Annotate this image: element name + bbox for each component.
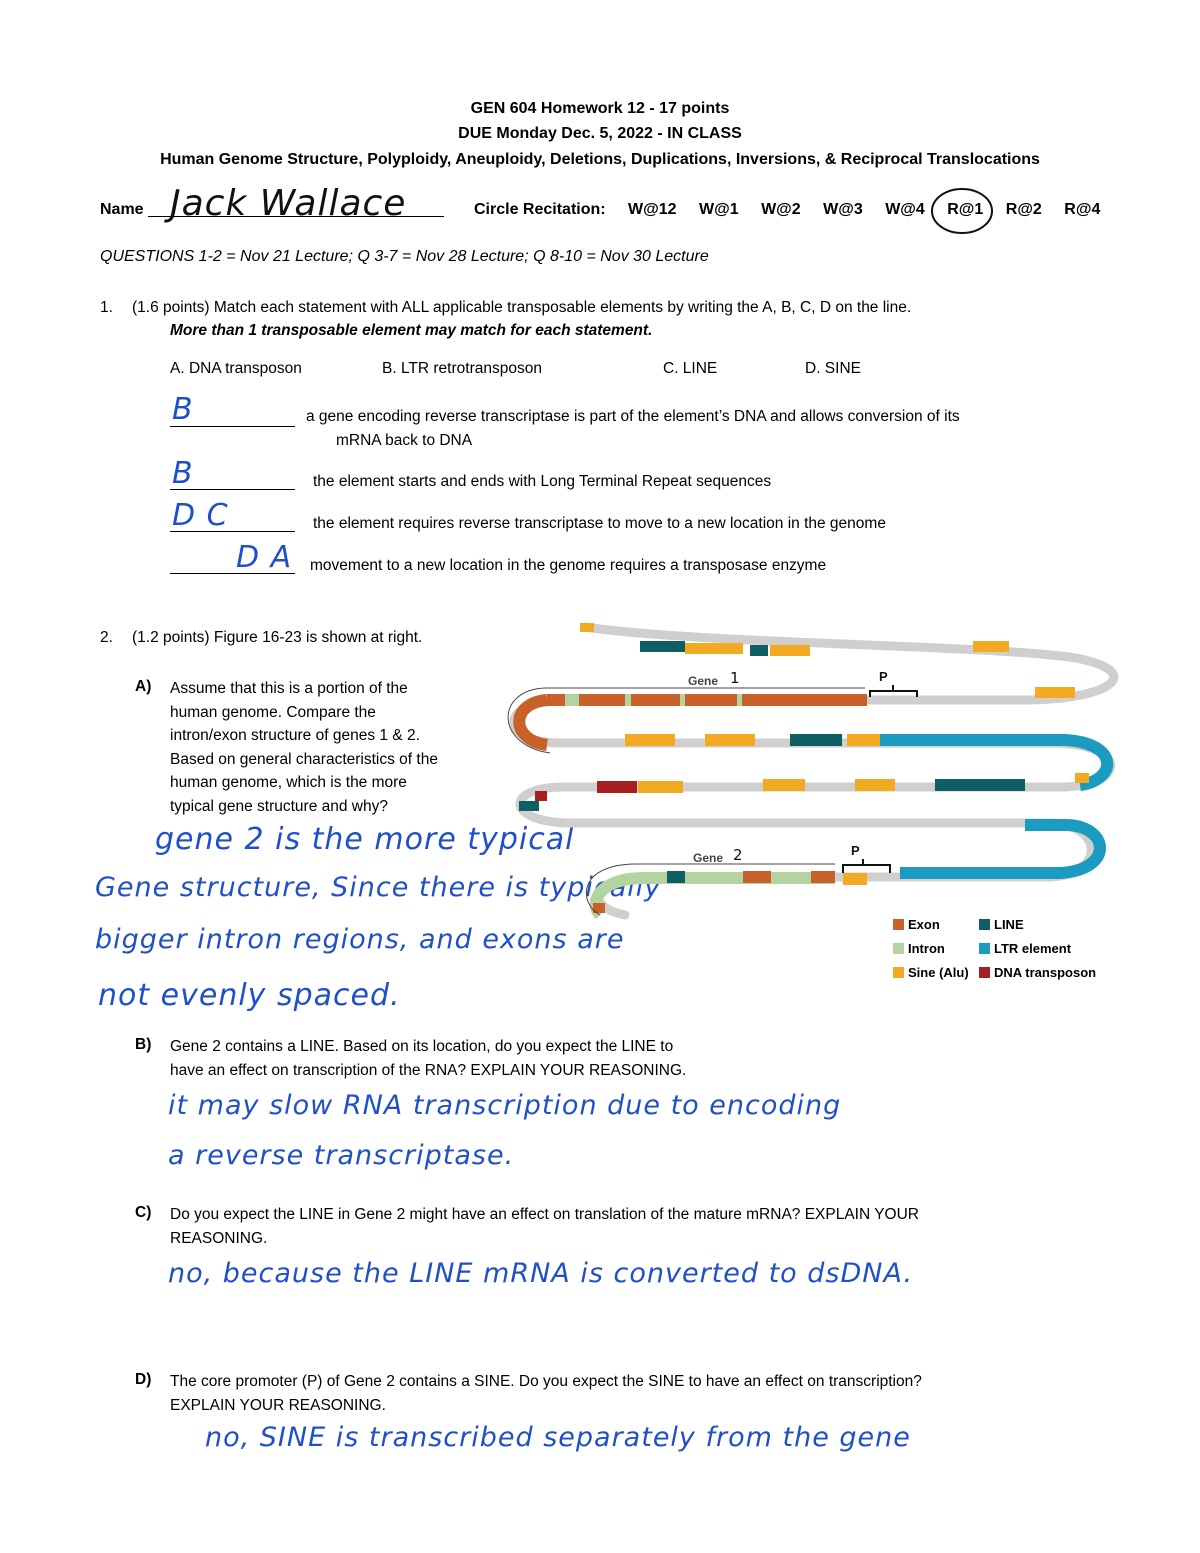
sine-block <box>763 779 805 791</box>
recitation-option[interactable]: W@4 <box>885 201 925 218</box>
q2a-label: A) <box>135 678 152 695</box>
gene1-exons <box>547 694 867 706</box>
legend-item <box>979 912 1024 936</box>
q2a-line: Assume that this is a portion of the <box>170 680 408 697</box>
intron-block <box>565 694 579 706</box>
q2a-line: human genome. Compare the <box>170 703 376 721</box>
q2a-answer-line: not evenly spaced. <box>98 978 401 1013</box>
line-block <box>935 779 1025 791</box>
line-block <box>750 645 768 656</box>
sine-block <box>580 623 594 632</box>
q1-note: More than 1 transposable element may match for each statement. <box>170 322 653 339</box>
q2a-line: Based on general characteristics of the <box>170 750 438 768</box>
q2c-label: C) <box>135 1204 152 1221</box>
q1-statement-3: the element requires reverse transcriptase to move to a new location in the genome <box>313 515 886 532</box>
recitation-option-circled[interactable]: R@1 <box>947 201 984 218</box>
gene2-label: Gene <box>693 851 724 865</box>
q2a-answer-line: bigger intron regions, and exons are <box>95 924 625 955</box>
sine-block <box>855 779 895 791</box>
gene1-number: 1 <box>730 669 740 687</box>
legend-swatch <box>979 943 990 954</box>
q1-statement-2: the element starts and ends with Long Terminal Repeat sequences <box>313 473 772 490</box>
line-block <box>667 871 685 883</box>
gene2-promoter-label: P <box>851 843 860 858</box>
q2a-question <box>170 677 500 818</box>
recitation-circle <box>928 186 998 238</box>
q2a-line: typical gene structure and why? <box>170 797 388 815</box>
q2c-answer-line: no, because the LINE mRNA is converted to dsDNA. <box>168 1258 914 1289</box>
q1-choice-d: D. SINE <box>805 360 861 377</box>
legend-swatch <box>893 967 904 978</box>
recitation-option[interactable]: W@2 <box>761 201 801 218</box>
q2-text: Figure 16-23 is shown at right. <box>213 629 423 646</box>
sine-block <box>973 641 1009 652</box>
intron-block <box>625 694 631 706</box>
figure-legend <box>893 912 1113 984</box>
gene2-number: 2 <box>733 846 743 864</box>
topics: Human Genome Structure, Polyploidy, Aneuploidy, Deletions, Duplications, Inversions, & Reciprocal Translocations <box>160 151 1040 168</box>
line-block <box>790 734 842 746</box>
q1-answer-4: D A <box>236 540 293 575</box>
recitation-option[interactable]: W@1 <box>699 201 739 218</box>
legend-swatch <box>979 919 990 930</box>
q2d-question <box>170 1370 922 1418</box>
exon-block <box>811 871 835 883</box>
q2d-line: EXPLAIN YOUR REASONING. <box>170 1397 386 1414</box>
legend-swatch <box>893 919 904 930</box>
legend-label: Exon <box>908 916 940 932</box>
sine-block <box>625 734 675 746</box>
sine-block <box>705 734 755 746</box>
q1-choice-a: A. DNA transposon <box>170 360 302 377</box>
sine-block <box>1075 773 1089 783</box>
q2a-answer-line: gene 2 is the more typical <box>155 822 575 857</box>
recitation-option[interactable]: R@4 <box>1064 201 1101 218</box>
q1-prompt <box>132 298 911 318</box>
sine-block <box>1035 687 1075 698</box>
legend-label: Sine (Alu) <box>908 964 969 980</box>
q1-answer-1: B <box>172 392 194 427</box>
q1-number: 1. <box>100 299 113 316</box>
dna-transposon-block <box>597 781 637 793</box>
q1-choice-c: C. LINE <box>663 360 718 377</box>
sine-block <box>638 781 683 793</box>
recitation-option[interactable]: R@2 <box>1005 201 1042 218</box>
due-date: DUE Monday Dec. 5, 2022 - IN CLASS <box>458 125 742 142</box>
legend-swatch <box>893 943 904 954</box>
q2d-line: The core promoter (P) of Gene 2 contains a SINE. Do you expect the SINE to have an effect on transcription? <box>170 1373 922 1390</box>
q1-statement-4: movement to a new location in the genome requires a transposase enzyme <box>310 557 827 574</box>
legend-swatch <box>979 967 990 978</box>
q1-answer-2: B <box>172 456 194 491</box>
q2d-label: D) <box>135 1371 152 1388</box>
q2b-line: have an effect on transcription of the RNA? EXPLAIN YOUR REASONING. <box>170 1062 687 1079</box>
q2b-line: Gene 2 contains a LINE. Based on its location, do you expect the LINE to <box>170 1038 674 1055</box>
q1-choice-b: B. LTR retrotransposon <box>382 360 542 377</box>
legend-item <box>893 912 979 936</box>
line-block <box>640 641 685 652</box>
q1-statement-1-cont: mRNA back to DNA <box>336 432 473 449</box>
sine-block <box>770 645 810 656</box>
q2b-label: B) <box>135 1036 152 1053</box>
q2c-question <box>170 1203 919 1251</box>
q2-points: (1.2 points) <box>132 629 210 646</box>
legend-item <box>979 936 1071 960</box>
q2-number: 2. <box>100 629 113 646</box>
q2-prompt <box>132 628 422 648</box>
q2b-answer-line: a reverse transcriptase. <box>168 1140 515 1171</box>
q2c-line: Do you expect the LINE in Gene 2 might have an effect on translation of the mature mRNA? EXPLAIN YOUR <box>170 1206 919 1223</box>
q1-answer-3: D C <box>172 498 229 533</box>
name-label: Name <box>100 201 144 218</box>
q1-text: Match each statement with ALL applicable transposable elements by writing the A, B, C, D on the line. <box>213 299 912 316</box>
q2a-line: human genome, which is the more <box>170 774 407 791</box>
gene1-label: Gene <box>688 674 719 688</box>
exon-block <box>743 871 771 883</box>
legend-item <box>979 960 1096 984</box>
questions-note: QUESTIONS 1-2 = Nov 21 Lecture; Q 3-7 = Nov 28 Lecture; Q 8-10 = Nov 30 Lecture <box>100 248 709 265</box>
q2a-line: intron/exon structure of genes 1 & 2. <box>170 727 420 744</box>
legend-item <box>893 936 979 960</box>
q1-points: (1.6 points) <box>132 299 210 316</box>
recitation-option[interactable]: W@12 <box>628 201 677 218</box>
intron-block <box>680 694 685 706</box>
legend-item <box>893 960 979 984</box>
q2b-question <box>170 1035 686 1083</box>
q2c-line: REASONING. <box>170 1230 268 1247</box>
recitation-row <box>474 201 1100 219</box>
sine-block <box>685 643 743 654</box>
q1-statement-1: a gene encoding reverse transcriptase is part of the element’s DNA and allows conversion of its <box>306 408 960 425</box>
sine-block <box>843 873 867 885</box>
line-block <box>519 801 539 811</box>
dna-transposon-block <box>535 791 547 801</box>
name-value: Jack Wallace <box>170 183 407 224</box>
recitation-label: Circle Recitation: <box>474 201 606 218</box>
title: GEN 604 Homework 12 - 17 points <box>470 100 730 117</box>
q2a-answer-line: Gene structure, Since there is typically <box>95 872 662 903</box>
intron-block <box>737 694 742 706</box>
legend-label: Intron <box>908 940 945 956</box>
recitation-option[interactable]: W@3 <box>823 201 863 218</box>
q2b-answer-line: it may slow RNA transcription due to encoding <box>168 1090 842 1121</box>
legend-label: LINE <box>994 916 1024 932</box>
legend-label: DNA transposon <box>994 964 1097 980</box>
gene1-promoter-label: P <box>879 669 888 684</box>
q2d-answer-line: no, SINE is transcribed separately from the gene <box>205 1422 911 1453</box>
legend-label: LTR element <box>994 940 1072 956</box>
